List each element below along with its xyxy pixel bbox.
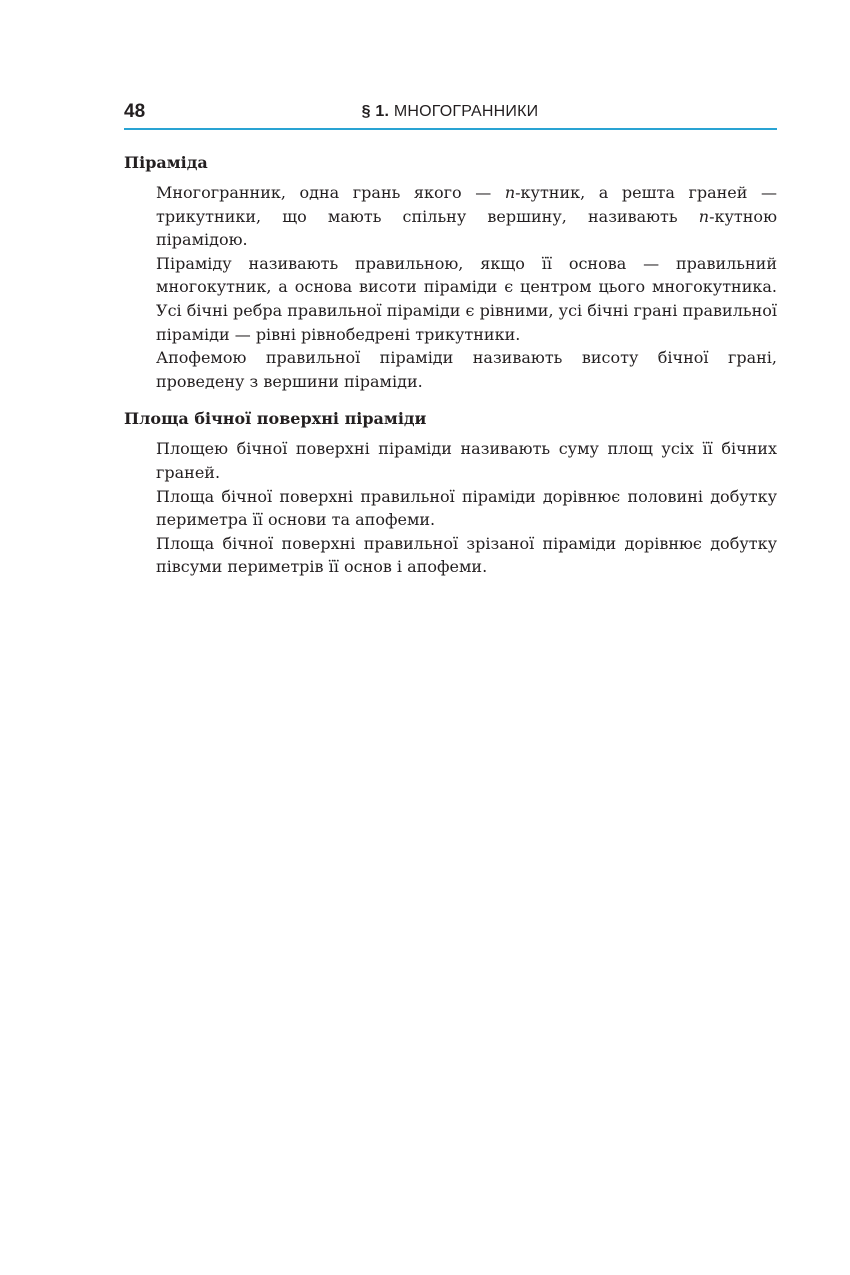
- section-lateral-area: [124, 407, 777, 579]
- definition-paragraph: Площею бічної поверхні піраміди називають суму площ усіх її бічних граней.: [156, 439, 777, 482]
- definition-paragraph: [156, 181, 777, 252]
- header-rule: [124, 128, 777, 130]
- variable-n: n: [504, 183, 516, 202]
- definition-paragraph: Апофемою правильної піраміди називають висоту бічної грані, проведену з вершини піраміди.: [156, 348, 777, 391]
- definition-paragraph: Піраміду називають правильною, якщо її основа — правильний многокутник, а основа висоти піраміди є центром цього многокутника. Усі бічні ребра правильної піраміди є рівними, усі бічні грані правильної піраміди — рівні рівнобедрені трикутники.: [156, 253, 777, 344]
- section-pyramid: [124, 151, 777, 393]
- text-fragment: -кутною пірамідою.: [156, 206, 777, 250]
- text-fragment: -кутник, а решта граней — трикутники, що мають спільну вершину, називають: [156, 183, 778, 226]
- page-content: [124, 151, 777, 579]
- section-title: Піраміда: [124, 153, 208, 172]
- definition-paragraph: Площа бічної поверхні правильної піраміди дорівнює половині добутку периметра її основи та апофеми.: [156, 486, 777, 530]
- definition-paragraph: Площа бічної поверхні правильної зрізаної піраміди дорівнює добутку півсуми периметрів її основ і апофеми.: [156, 533, 777, 577]
- variable-n: n: [698, 206, 710, 226]
- chapter-title: МНОГОГРАННИКИ: [393, 103, 539, 120]
- page-number: 48: [124, 101, 146, 122]
- running-head: [0, 101, 850, 123]
- section-mark: § 1.: [361, 103, 390, 120]
- section-title: Площа бічної поверхні піраміди: [124, 409, 427, 429]
- text-fragment: Многогранник, одна грань якого —: [156, 183, 505, 202]
